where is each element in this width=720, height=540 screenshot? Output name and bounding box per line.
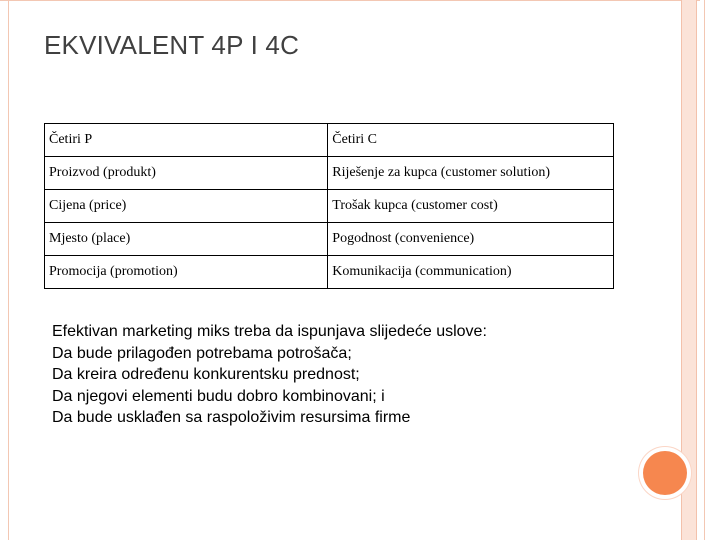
decorative-circle-icon <box>643 451 687 495</box>
table-cell: Trošak kupca (customer cost) <box>328 190 614 223</box>
table-row <box>45 157 614 190</box>
table-header-cell: Četiri C <box>328 124 614 157</box>
slide-left-border <box>8 0 9 540</box>
table-row <box>45 223 614 256</box>
condition-line: Da kreira određenu konkurentsku prednost; <box>52 366 360 383</box>
table-cell: Riješenje za kupca (customer solution) <box>328 157 614 190</box>
table-cell: Komunikacija (communication) <box>328 256 614 289</box>
table-cell: Pogodnost (convenience) <box>328 223 614 256</box>
table-cell: Proizvod (produkt) <box>45 157 328 190</box>
condition-line: Da bude prilagođen potrebama potrošača; <box>52 344 352 362</box>
slide-title: EKVIVALENT 4P I 4C <box>44 30 300 60</box>
slide-top-border <box>0 0 700 1</box>
conditions-intro: Efektivan marketing miks treba da ispunjava slijedeće uslove: <box>52 323 487 340</box>
comparison-table <box>44 123 614 289</box>
table-cell: Promocija (promotion) <box>45 256 328 289</box>
condition-line: Da njegovi elementi budu dobro kombinovani; i <box>52 387 385 405</box>
table-row <box>45 190 614 223</box>
table-header-row <box>45 124 614 157</box>
condition-line: Da bude usklađen sa raspoloživim resursima firme <box>52 409 411 426</box>
conditions-text <box>52 321 487 429</box>
table-cell: Mjesto (place) <box>45 223 328 256</box>
table-header-cell: Četiri P <box>45 124 328 157</box>
slide-right-border-line <box>704 0 705 540</box>
table-cell: Cijena (price) <box>45 190 328 223</box>
table-row <box>45 256 614 289</box>
